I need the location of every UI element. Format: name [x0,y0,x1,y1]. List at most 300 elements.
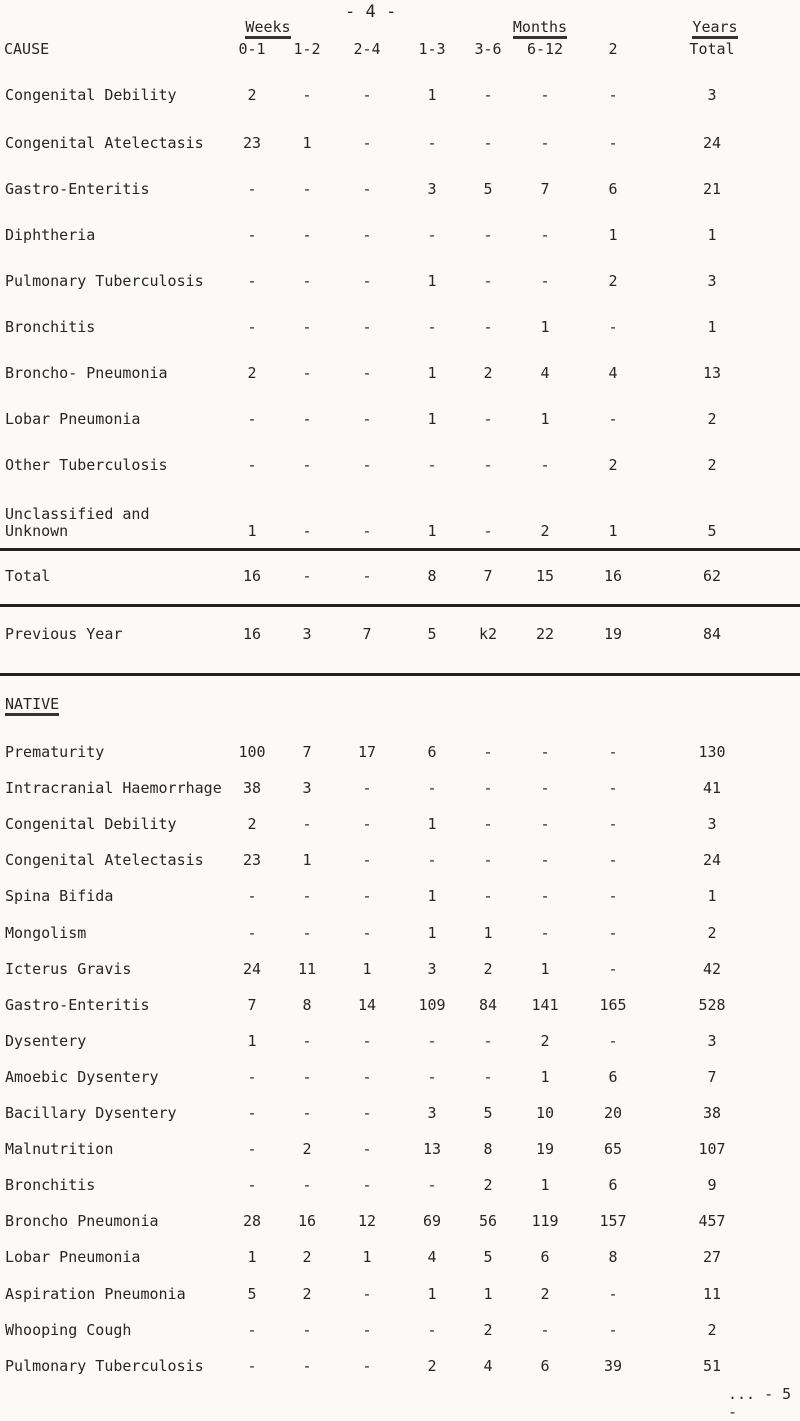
row-value: 1 [247,1248,257,1267]
row-value: 1 [540,1176,550,1195]
row-value: - [540,226,550,244]
row-value: 2 [247,364,257,382]
row-value: 62 [702,567,722,585]
column-header: 1-3 [418,40,446,58]
row-value: 3 [707,272,717,290]
row-value: 1 [707,226,717,244]
row-label: Prematurity [5,743,105,761]
page-number: - 4 - [345,2,397,22]
row-value: 5 [707,522,717,540]
row-label: Congenital Debility [5,86,177,104]
row-value: 16 [603,567,623,585]
row-value: 2 [540,522,550,540]
native-section-heading: NATIVE [5,695,59,713]
row-value: 2 [608,272,618,290]
row-value: 1 [427,86,437,104]
row-value: 2 [707,410,717,428]
row-value: 1 [247,522,257,540]
row-value: - [247,318,257,336]
row-value: 1 [540,410,550,428]
row-value: 11 [297,959,317,978]
row-value: - [608,318,618,336]
row-value: 5 [483,1104,493,1122]
row-value: 14 [357,995,377,1014]
row-value: 8 [427,567,437,585]
row-value: 165 [599,995,627,1014]
row-value: 109 [418,995,446,1014]
row-value: - [608,815,618,834]
row-value: 1 [608,226,618,244]
row-value: - [483,86,493,104]
row-value: 84 [702,625,722,643]
row-value: - [608,86,618,104]
row-value: - [302,456,312,474]
row-value: 119 [531,1212,559,1231]
row-value: 457 [698,1212,726,1231]
row-value: - [427,1320,437,1339]
row-value: - [362,1140,372,1159]
table-row [0,851,800,873]
row-value: 3 [427,180,437,198]
section-divider [0,673,800,676]
row-value: 1 [427,272,437,290]
row-value: 38 [242,779,262,798]
row-value: - [247,1140,257,1159]
months-group-header: Months [500,18,580,36]
row-value: - [362,1356,372,1375]
row-value: 7 [483,567,493,585]
row-value: 2 [302,1248,312,1267]
row-value: - [362,779,372,798]
table-row [0,1068,800,1090]
row-label: Total [5,567,51,585]
row-value: - [362,815,372,834]
row-value: 3 [707,815,717,834]
row-value: 2 [540,1031,550,1050]
table-row [0,1140,800,1162]
row-label: Icterus Gravis [5,959,132,978]
table-row [0,456,800,478]
row-value: 51 [702,1356,722,1375]
row-label: Gastro-Enteritis [5,995,150,1014]
row-value: - [483,851,493,870]
row-value: 20 [603,1104,623,1122]
row-value: 1 [427,923,437,942]
row-value: 1 [540,318,550,336]
row-value: - [427,851,437,870]
row-value: - [302,887,312,906]
table-row [0,1357,800,1379]
row-value: - [608,134,618,152]
row-value: - [302,318,312,336]
table-row [0,134,800,156]
row-value: 56 [478,1212,498,1231]
row-value: - [608,959,618,978]
column-header: 6-12 [526,40,564,58]
row-value: - [540,456,550,474]
row-label: Lobar Pneumonia [5,1248,141,1267]
row-value: 4 [427,1248,437,1267]
row-label: Bacillary Dysentery [5,1104,177,1122]
row-value: 23 [242,851,262,870]
row-value: 19 [535,1140,555,1159]
column-header: 2 [608,40,618,58]
row-value: 3 [427,1104,437,1122]
row-value: - [247,272,257,290]
row-value: 3 [302,625,312,643]
row-value: - [608,779,618,798]
row-value: 2 [483,1320,493,1339]
row-value: 1 [427,1284,437,1303]
row-value: 7 [302,743,312,761]
total-rule-bottom [0,604,800,607]
row-value: 1 [302,851,312,870]
row-label: Bronchitis [5,1176,96,1195]
row-value: 1 [362,959,372,978]
table-row [0,924,800,946]
row-value: - [608,1284,618,1303]
column-header: 2-4 [353,40,381,58]
row-value: 1 [427,364,437,382]
row-value: 65 [603,1140,623,1159]
row-value: 2 [483,1176,493,1195]
table-row [0,180,800,202]
row-value: 69 [422,1212,442,1231]
row-value: - [362,180,372,198]
row-value: 6 [608,1067,618,1086]
row-label: Dysentery [5,1031,87,1050]
row-value: 8 [608,1248,618,1267]
row-value: 16 [242,567,262,585]
row-value: 39 [603,1356,623,1375]
row-value: - [247,1356,257,1375]
row-value: - [302,567,312,585]
row-label: Mongolism [5,923,87,942]
row-label: Previous Year [5,625,123,643]
row-value: - [427,134,437,152]
row-value: 107 [698,1140,726,1159]
table-row [0,272,800,294]
row-value: 12 [357,1212,377,1231]
row-value: 13 [422,1140,442,1159]
row-label: Congenital Atelectasis [5,134,204,152]
row-value: 15 [535,567,555,585]
row-value: - [302,1176,312,1195]
row-value: - [302,1320,312,1339]
table-row [0,1212,800,1234]
row-value: - [362,86,372,104]
row-value: - [608,887,618,906]
row-value: 2 [483,364,493,382]
table-row [0,815,800,837]
row-value: - [302,410,312,428]
row-value: 19 [603,625,623,643]
column-header: 3-6 [474,40,502,58]
row-value: 6 [540,1356,550,1375]
table-row [0,1176,800,1198]
row-value: 2 [247,815,257,834]
row-value: 2 [707,456,717,474]
row-value: 5 [483,1248,493,1267]
row-value: 5 [247,1284,257,1303]
row-value: 1 [247,1031,257,1050]
row-value: 16 [297,1212,317,1231]
row-value: - [540,923,550,942]
row-value: 1 [427,815,437,834]
row-value: 24 [702,134,722,152]
row-value: 3 [707,86,717,104]
table-row [0,779,800,801]
row-value: 5 [483,180,493,198]
row-label: Malnutrition [5,1140,114,1159]
row-value: 2 [540,1284,550,1303]
row-value: 528 [698,995,726,1014]
row-value: 2 [608,456,618,474]
row-value: - [540,134,550,152]
total-row [0,567,800,589]
row-value: 8 [302,995,312,1014]
row-value: 100 [238,743,266,761]
row-value: - [483,318,493,336]
table-row [0,996,800,1018]
row-value: 141 [531,995,559,1014]
row-label: Lobar Pneumonia [5,410,141,428]
row-label: Amoebic Dysentery [5,1067,159,1086]
row-value: - [362,318,372,336]
row-value: - [483,779,493,798]
row-value: - [302,86,312,104]
row-value: - [483,815,493,834]
row-value: 1 [483,923,493,942]
row-value: 10 [535,1104,555,1122]
row-value: 2 [247,86,257,104]
row-value: - [540,779,550,798]
column-header: 0-1 [238,40,266,58]
row-value: 2 [483,959,493,978]
row-value: - [247,456,257,474]
row-value: 11 [702,1284,722,1303]
row-value: - [247,887,257,906]
row-label: Pulmonary Tuberculosis [5,1356,204,1375]
row-value: - [540,743,550,761]
row-value: 4 [540,364,550,382]
row-value: - [540,851,550,870]
row-label: Bronchitis [5,318,96,336]
row-value: 1 [707,887,717,906]
row-value: - [427,456,437,474]
previous-year-row [0,625,800,647]
row-value: - [540,815,550,834]
row-value: 1 [483,1284,493,1303]
row-value: 2 [707,923,717,942]
row-label: Broncho Pneumonia [5,1212,159,1231]
row-label: Aspiration Pneumonia [5,1284,186,1303]
row-value: - [247,1320,257,1339]
row-value: - [483,887,493,906]
row-value: 1 [427,887,437,906]
row-value: - [362,1320,372,1339]
table-row [0,1104,800,1126]
row-value: 24 [702,851,722,870]
row-value: 84 [478,995,498,1014]
row-value: - [362,1031,372,1050]
row-label: Intracranial Haemorrhage [5,779,222,798]
table-row [0,743,800,765]
row-value: 2 [427,1356,437,1375]
row-value: - [540,272,550,290]
row-value: - [247,1067,257,1086]
row-value: - [427,1176,437,1195]
row-value: - [302,226,312,244]
table-row [0,1321,800,1343]
table-row [0,960,800,982]
row-value: 1 [608,522,618,540]
row-value: - [362,456,372,474]
row-value: - [483,410,493,428]
row-label-line1: Unclassified and [5,505,150,523]
row-value: - [427,226,437,244]
row-value: - [483,743,493,761]
row-value: 1 [427,410,437,428]
row-value: 13 [702,364,722,382]
row-value: - [362,1067,372,1086]
row-value: - [483,272,493,290]
row-value: - [247,1176,257,1195]
row-value: 130 [698,743,726,761]
row-value: 16 [242,625,262,643]
row-value: - [483,134,493,152]
row-value: - [540,1320,550,1339]
row-value: - [362,364,372,382]
row-value: 6 [608,180,618,198]
row-label: Gastro-Enteritis [5,180,150,198]
table-row [0,1285,800,1307]
row-value: 6 [427,743,437,761]
row-value: - [427,318,437,336]
row-value: - [302,923,312,942]
row-value: 6 [540,1248,550,1267]
row-value: - [427,1031,437,1050]
row-value: - [483,1067,493,1086]
row-label: Unknown [5,522,69,540]
row-value: 3 [302,779,312,798]
row-value: - [362,1176,372,1195]
row-value: - [608,851,618,870]
row-value: k2 [478,625,498,643]
row-value: - [247,923,257,942]
table-row [0,505,800,544]
row-value: - [362,134,372,152]
row-value: 2 [302,1140,312,1159]
row-value: 24 [242,959,262,978]
row-value: - [362,923,372,942]
row-value: 3 [707,1031,717,1050]
row-value: - [247,180,257,198]
row-value: 1 [302,134,312,152]
row-label: Other Tuberculosis [5,456,168,474]
row-value: - [362,272,372,290]
column-header: Total [689,40,735,58]
row-value: - [362,522,372,540]
row-label: Spina Bifida [5,887,114,906]
table-row [0,410,800,432]
row-label: Diphtheria [5,226,96,244]
row-value: 7 [540,180,550,198]
row-value: 17 [357,743,377,761]
row-value: 1 [362,1248,372,1267]
row-value: - [302,272,312,290]
row-value: - [247,226,257,244]
row-value: - [302,1067,312,1086]
row-value: 9 [707,1176,717,1195]
row-value: 28 [242,1212,262,1231]
weeks-group-header: Weeks [238,18,298,36]
row-value: - [247,410,257,428]
row-value: 157 [599,1212,627,1231]
row-label: Broncho- Pneumonia [5,364,168,382]
row-value: - [247,1104,257,1122]
row-value: 42 [702,959,722,978]
table-row [0,1248,800,1270]
row-label: Congenital Debility [5,815,177,834]
row-value: 1 [707,318,717,336]
row-value: - [362,1104,372,1122]
row-value: 6 [608,1176,618,1195]
row-value: 38 [702,1104,722,1122]
row-value: - [302,364,312,382]
row-value: - [362,226,372,244]
row-value: - [608,1031,618,1050]
row-value: - [483,1031,493,1050]
row-value: 4 [483,1356,493,1375]
row-value: - [362,851,372,870]
row-value: 27 [702,1248,722,1267]
row-value: - [608,743,618,761]
row-value: 5 [427,625,437,643]
row-value: - [362,410,372,428]
table-row [0,887,800,909]
cause-column-header: CAUSE [4,40,50,58]
row-value: - [540,887,550,906]
row-value: 7 [247,995,257,1014]
row-value: - [362,887,372,906]
row-value: - [302,180,312,198]
row-value: - [302,1104,312,1122]
row-value: 22 [535,625,555,643]
column-header: 1-2 [293,40,321,58]
row-value: - [608,410,618,428]
row-label: Pulmonary Tuberculosis [5,272,204,290]
table-row [0,226,800,248]
row-value: 8 [483,1140,493,1159]
row-value: - [483,522,493,540]
row-value: - [427,779,437,798]
row-value: - [362,567,372,585]
row-value: - [427,1067,437,1086]
row-value: - [483,456,493,474]
row-value: 3 [427,959,437,978]
row-value: 7 [362,625,372,643]
row-value: 2 [302,1284,312,1303]
row-value: - [608,1320,618,1339]
row-value: 1 [540,1067,550,1086]
years-group-header: Years [685,18,745,36]
row-value: 1 [540,959,550,978]
row-value: 23 [242,134,262,152]
page-footer: ... - 5 - [728,1385,792,1421]
row-value: 2 [707,1320,717,1339]
row-value: 1 [427,522,437,540]
